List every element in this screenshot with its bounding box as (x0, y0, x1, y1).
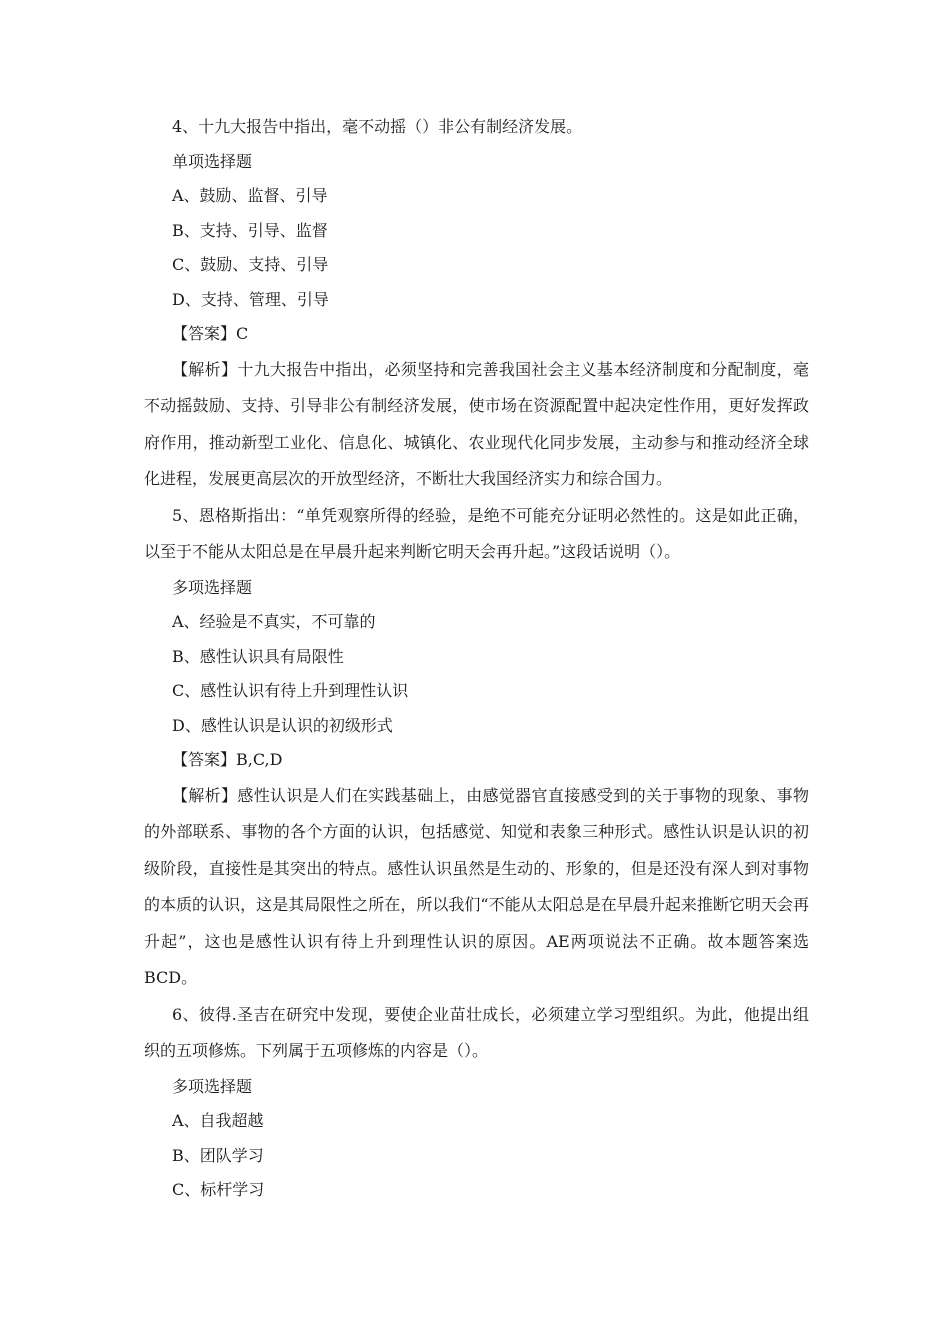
analysis-label: 【解析】 (172, 359, 238, 379)
question-5-answer (144, 743, 809, 778)
question-5-type: 多项选择题 (172, 577, 253, 597)
question-4-option-c: C、鼓励、支持、引导 (172, 255, 329, 274)
question-5-option-b: B、感性认识具有局限性 (172, 646, 344, 666)
question-4-type: 单项选择题 (172, 151, 253, 171)
question-4-answer (144, 317, 809, 352)
question-5-option-a: A、经验是不真实，不可靠的 (172, 612, 376, 631)
answer-value: C (236, 324, 249, 343)
question-6-option-b: B、团队学习 (172, 1145, 264, 1165)
question-4-analysis (144, 352, 809, 498)
answer-label: 【答案】 (172, 324, 237, 343)
question-6-stem: 6、彼得.圣吉在研究中发现，要使企业苗壮成长，必须建立学习型组织。为此，他提出组织的五项修炼。下列属于五项修炼的内容是（）。 (144, 1004, 809, 1060)
question-5-analysis (144, 778, 809, 997)
analysis-text: 十九大报告中指出，必须坚持和完善我国社会主义基本经济制度和分配制度，毫不动摇鼓励、支持、引导非公有制经济发展，使市场在资源配置中起决定性作用，更好发挥政府作用，推动新型工业化、信息化、城镇化、农业现代化同步发展，主动参与和推动经济全球化进程，发展更高层次的开放型经济，不断壮大我国经济实力和综合国力。 (144, 359, 809, 488)
analysis-label: 【解析】 (172, 785, 238, 805)
analysis-text: 感性认识是人们在实践基础上，由感觉器官直接感受到的关于事物的现象、事物的外部联系、事物的各个方面的认识，包括感觉、知觉和表象三种形式。感性认识是认识的初级阶段，直接性是其突出的特点。感性认识虽然是生动的、形象的，但是还没有深人到对事物的本质的认识，这是其局限性之所在，所以我们“不能从太阳总是在早晨升起来推断它明天会再升起”，这也是感性认识有待上升到理性认识的原因。AE两项说法不正确。故本题答案选BCD。 (144, 785, 809, 987)
question-6-option-c: C、标杆学习 (172, 1180, 265, 1199)
document-page (144, 110, 809, 1208)
question-6-type: 多项选择题 (172, 1076, 253, 1096)
question-6-option-a: A、自我超越 (172, 1111, 264, 1130)
answer-value: B,C,D (236, 750, 283, 769)
question-5-option-d: D、感性认识是认识的初级形式 (172, 715, 393, 735)
question-5-option-c: C、感性认识有待上升到理性认识 (172, 681, 409, 700)
question-4-stem: 4、十九大报告中指出，毫不动摇（）非公有制经济发展。 (172, 117, 583, 136)
answer-label: 【答案】 (172, 750, 237, 769)
question-5-stem: 5、恩格斯指出：“单凭观察所得的经验，是绝不可能充分证明必然性的。这是如此正确，以至于不能从太阳总是在早晨升起来判断它明天会再升起。”这段话说明（）。 (144, 505, 809, 561)
question-4-option-d: D、支持、管理、引导 (172, 289, 329, 309)
question-4-option-a: A、鼓励、监督、引导 (172, 186, 328, 205)
question-4-option-b: B、支持、引导、监督 (172, 220, 328, 240)
